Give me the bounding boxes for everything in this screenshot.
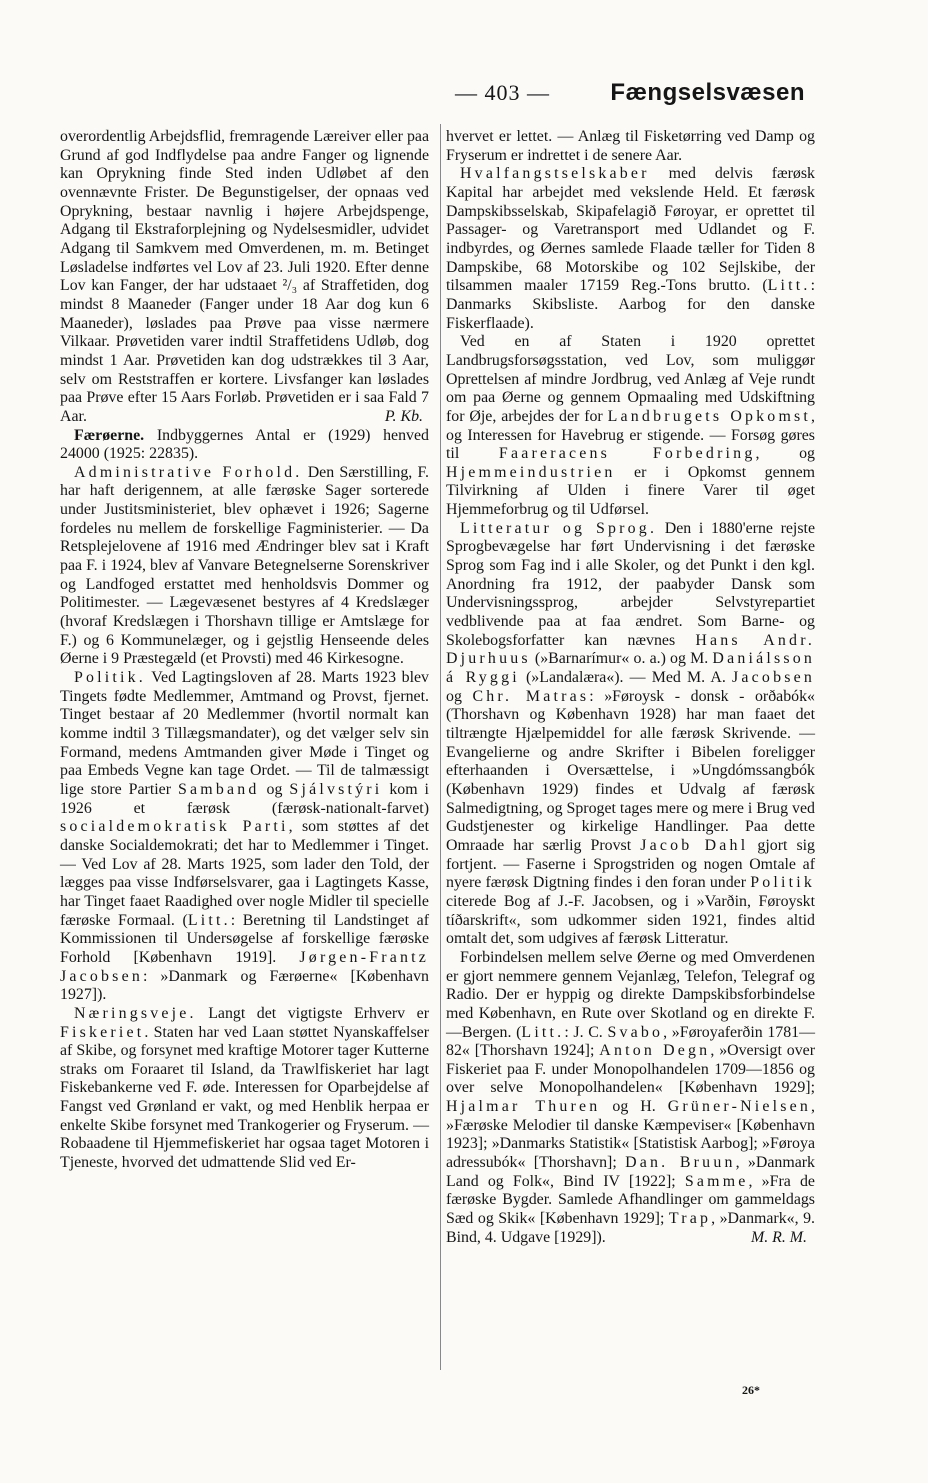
paragraph-text: , og [755, 445, 815, 463]
paragraph-text: og [266, 780, 283, 798]
emphasis-term: Landbrugets Opkomst [607, 407, 812, 425]
paragraph-text: hvervet er lettet. — Anlæg til Fisketørring ved Damp og Fryserum er indrettet i de senere Aar. [446, 128, 815, 164]
paragraph-text: : »Føroysk - donsk - orðabók« (Thorshavn og København 1928) har man faaet det tiltrængte Hjælpemiddel for alle færøsk Skrivende. — Evangelierne og andre Skrifter i Bibelen foreligger efterhaanden i Oversættelse, i »Ungdómssangbók (København 1929) findes et Udvalg af færøsk Salmedigtning, og Sproget tages mere og mere i Brug ved Gudstjenester og kirkelige Handlinger. Paa dette Omraade har særlig Provst [446, 687, 815, 854]
paragraph-text: , »Oversigt over Fiskeriet paa F. under Monopolhandelen 1709—1856 og over selve Monopolhandelen« [København 1929]; [446, 1042, 815, 1097]
entry-heading: Færøerne. [74, 426, 145, 444]
paragraph-text: Ved Lagtingsloven af 28. Marts 1923 blev Tingets fødte Medlemmer, Amtmand og Provst, fjernet. Tinget bestaar af 20 Medlemmer (hvortil normalt kan komme indtil 3 Tillægsmandater), og det vælger selv sin Formand, medens Amtmanden giver Møde i Tinget og paa Embeds Vegne kan tage Ordet. — Til de talmæssigt lige store Partier [60, 669, 429, 798]
paragraph-text: : »Danmark og Færøerne« [København 1927]). [60, 967, 429, 1004]
paragraph-text: overordentlig Arbejdsflid, fremragende Læreiver eller paa Grund af god Indflydelse paa andre Fanger og lignende kan Oprykning finde Sted inden Udløbet af den ovennævnte Frister. De Begunstigelser, der opnaas ved Oprykning, bestaar navnlig i højere Arbejdspenge, Adgang til Ekstraforplejning og Nydelsesmidler, udvidet Adgang til Samkvem med Omverdenen, m. m. Betinget Løsladelse indførtes vel Lov af 23. Juli 1920. Efter denne Lov kan Fanger, der har udstaaet ²/₃ af Straffetiden, dog mindst 8 Maaneder (Fanger under 18 Aar dog kun 6 Maaneder), løslades paa Prøve paa visse nærmere Vilkaar. Prøvetiden varer indtil Straffetidens Udløb, dog mindst 1 Aar. Prøvetiden kan dog udstrækkes til 3 Aar, selv om Reststraffen er kortere. Livsfanger kan løslades paa Prøve efter 15 Aars Forløb. Prøvetiden er i saa Fald 7 Aar. [60, 128, 429, 425]
paragraph-text: Indbyggernes Antal er (1929) henved 24000 (1925: 22835). [60, 426, 429, 463]
author-signature: M. R. M. [750, 1228, 807, 1246]
paragraph-text: Forbindelsen mellem selve Øerne og med Omverdenen er gjort nemmere gennem Vejanlæg, Telefon, Telegraf og Radio. Der er hyppig og direkte Dampskibsforbindelse med København, en Rute over Skotland og en direkte F.—Bergen. ( [446, 948, 815, 1041]
paragraph-text: Den Særstilling, F. har haft derigennem, at alle færøske Sager sorterede under Justitsministeriet, blev ophævet i 1926; Sagerne fordeles nu mellem de forskellige Fagministerier. — Da Retsplejelovene af 1916 med Ændringer blev sat i Kraft paa F. i 1924, blev af Vanvare Betegnelserne Sorenskriver og Landfoged erstattet med henholdsvis Dommer og Politimester. — Lægevæsenet bestyres af 4 Kredslæger (hvoraf Kredslægen i Thorshavn tillige er Amtslæge for F.) og 6 Kommunelæger, og i gejstlig Henseende deles Øerne i 9 Præstegæld (et Provsti) med 46 Kirkesogne. [60, 463, 429, 668]
author-name: Hjalmar Thuren [446, 1098, 601, 1116]
author-name: Hans Andr. Djurhuus [446, 631, 815, 668]
paragraph-text: , »Danmark Land og Folk«, Bind IV [1922]; [446, 1154, 815, 1190]
paragraph-connections [446, 949, 815, 1248]
paragraph-faroe-islands [60, 427, 429, 464]
author-name: Grüner-Nielsen [667, 1098, 812, 1116]
literature-label: Litt. [767, 277, 811, 295]
author-name: Daniálsson á Ryggi [446, 650, 816, 687]
paragraph-text: . Staten har ved Laan støttet Nyanskaffelser af Skibe, og forsynet med kraftige Motorer tager Kutterne straks om Foraaret til Island, da Trawlfiskeriet har lagt Fiskebankerne ved F. øde. Interessen for Oparbejdelse af Fangst ved Grønland er vakt, og med Henblik herpaa er enkelte Skibe forsynet med Trankogerier og Fryserum. — Robaadene til Hjemmefiskeriet har ogsaa taget Motoren i Tjeneste, hvorved det udmattende Slid ved Er- [60, 1023, 429, 1172]
paragraph-text: og [446, 687, 462, 705]
section-heading: Hvalfangstselskaber [460, 165, 650, 183]
paragraph-politics [60, 669, 429, 1005]
paragraph-text: , og Interessen for Havebrug er stigende. — Forsøg gøres til [446, 407, 815, 463]
paragraph-text: , »Færøske Melodier til danske Kæmpeviser« [København 1923]; »Danmarks Statistik« [Statistisk Aarbog]; »Føroya adressubók« [Thorshavn]; [446, 1098, 815, 1172]
paragraph-text: Langt det vigtigste Erhverv er [208, 1004, 429, 1022]
paragraph-agriculture [446, 333, 815, 520]
author-name: Chr. Matras [472, 687, 590, 705]
emphasis-term: Faareracens Forbedring [498, 445, 756, 463]
printer-signature-mark: 26* [742, 1383, 760, 1397]
emphasis-term: Hjemmeindustrien [446, 463, 616, 481]
paragraph-text: : J. C. [564, 1023, 603, 1041]
section-heading: Næringsveje. [74, 1004, 197, 1022]
paragraph-text: (»Barnarímur« o. a.) og M. [534, 650, 709, 668]
paragraph-whaling [446, 165, 815, 333]
party-name: socialdemokratisk Parti [60, 818, 289, 836]
paragraph-text: , »Føroyaferðin 1781—82« [Thorshavn 1924]; [446, 1023, 816, 1060]
paragraph-text: , »Fra de færøske Bygder. Samlede Afhandlinger om gammeldags Sæd og Skik« [København 1929]; [446, 1172, 815, 1228]
right-column [446, 128, 815, 1247]
left-column [60, 128, 429, 1173]
party-name: Sjálvstýri [289, 780, 383, 798]
page-number: — 403 — [455, 80, 550, 105]
paragraph-text: , »Danmark«, 9. Bind, 4. Udgave [1929]). [446, 1210, 815, 1246]
paragraph-text: med delvis færøsk Kapital har arbejdet med vekslende Held. Et færøsk Dampskibsselskab, Skipafelagið Føroyar, er oprettet til Passager- og Varetransport med Udlandet og F. indbyrdes, og Øernes samlede Flaade tæller for Tiden 8 Dampskibe, 68 Motorskibe og 102 Sejlskibe, der tilsammen maaler 17159 Reg.-Tons brutto. ( [446, 165, 815, 295]
section-heading: Litteratur og Sprog. [460, 519, 658, 537]
paragraph-text: er i Opkomst gennem Tilvirkning af Ulden i finere Varer til øget Hjemmeforbrug og til Udførsel. [446, 463, 815, 519]
paragraph-administration [60, 464, 429, 669]
page-header [60, 79, 805, 112]
paragraph-text: : Danmarks Skibsliste. Aarbog for den danske Fiskerflaade). [446, 277, 815, 332]
author-name: Trap [668, 1210, 712, 1228]
paragraph-industries [60, 1005, 429, 1173]
paragraph-conditional-release [60, 128, 429, 427]
paragraph-text: kom i 1926 et færøsk (færøsk-nationalt-farvet) [60, 780, 429, 817]
literature-label: Litt. [187, 911, 231, 929]
paragraph-text: , som støttes af det danske Socialdemokrati; det har to Medlemmer i Tinget. — Ved Lov af 28. Marts 1925, som lader den Told, der lægges paa visse Indførselsvarer, gaa i Lagtingets Kasse, har Tinget faaet Raadighed over nogle Midler til specielle færøske Formaal. ( [60, 818, 429, 929]
author-signature: P. Kb. [384, 407, 423, 425]
section-heading: Administrative Forhold. [74, 463, 303, 481]
section-heading: Politik. [74, 669, 146, 687]
paragraph-text: og H. [612, 1098, 656, 1116]
emphasis-term: Politik [750, 874, 815, 892]
emphasis-term: Fiskeriet [60, 1023, 145, 1041]
literature-label: Litt. [521, 1023, 565, 1041]
column-divider [440, 124, 441, 1370]
running-title: Fængselsvæsen [610, 79, 805, 106]
paragraph-text: : Beretning til Landstinget af Kommissionen til Undersøgelse af forskellige færøske Forhold [København 1919]. [60, 911, 429, 966]
author-name: Jacobsen [732, 669, 816, 687]
party-name: Samband [178, 780, 260, 798]
author-name: Anton Degn [599, 1042, 711, 1060]
author-name: Svabo [607, 1023, 664, 1041]
author-name: Dan. Bruun [625, 1154, 736, 1172]
paragraph-text: (»Landalæra«). — Med M. A. [526, 669, 726, 687]
paragraph-continuation [446, 128, 815, 165]
author-name: Samme [684, 1172, 749, 1190]
paragraph-text: gjort sig fortjent. — Faserne i Sprogstriden og nogen Omtale af nyere færøsk Digtning findes i den foran under [446, 836, 815, 892]
paragraph-literature-language [446, 520, 815, 949]
author-name: Jørgen-Frantz Jacobsen [60, 948, 429, 985]
author-name: Jacob Dahl [640, 836, 749, 854]
paragraph-text: Ved en af Staten i 1920 oprettet Landbrugsforsøgsstation, ved Lov, som muliggør Oprettelsen af mindre Jordbrug, ved Anlæg af Veje rundt om paa Øerne og gennem Opmaaling med Udskiftning for Øje, arbejdes der for [446, 333, 815, 425]
paragraph-text: citerede Bog af J.-F. Jacobsen, og i »Varðin, Føroyskt tíðarskrift«, som udkommer siden 1921, findes altid omtalt det, som udgives af færøsk Litteratur. [446, 892, 815, 948]
paragraph-text: Den i 1880'erne rejste Sprogbevægelse har ført Undervisning i det færøske Sprog som Fag ind i alle Skoler, og det Punkt i den kgl. Anordning fra 1912, der paabyder Dansk som Undervisningssprog, arbejder Selvstyrepartiet vedblivende paa at faa ændret. Som Barne- og Skolebogsforfatter kan nævnes [446, 519, 815, 649]
